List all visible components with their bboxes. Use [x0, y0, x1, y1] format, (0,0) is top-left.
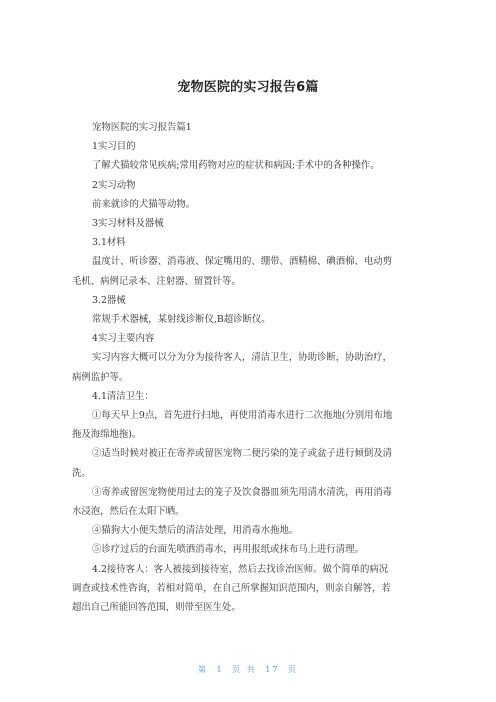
paragraph-line: ⑤诊疗过后的台面先喷洒消毒水，再用报纸或抹布马上进行清理。 — [92, 544, 364, 556]
paragraph-continuation-line: 超出自己所能回答范围，则带至医生处。 — [72, 602, 241, 614]
footer-middle: 页 共 — [232, 665, 257, 674]
paragraph-line: ③寄养或留医宠物使用过去的笼子及饮食器皿须先用清水清洗，再用消毒 — [92, 486, 393, 498]
document-body — [72, 118, 410, 617]
paragraph-continuation-line: 洗。 — [72, 467, 91, 479]
paragraph-line: ④猫狗大小便失禁后的清洁处理，用消毒水拖地。 — [92, 525, 299, 537]
paragraph-line: 1实习目的 — [92, 141, 136, 153]
paragraph-continuation-line: 病例监护等。 — [72, 371, 129, 383]
page-footer — [0, 664, 496, 675]
paragraph-line: 温度计、听诊器、消毒液、保定嘴用的、绷带、酒精棉、碘酒棉、电动剪 — [92, 256, 393, 268]
paragraph-line: 3.1材料 — [92, 237, 126, 249]
paragraph-line: 3.2器械 — [92, 294, 126, 306]
paragraph-line: 4.2接待客人：客人被接到接待室，然后去找诊治医师。做个简单的病况 — [92, 563, 389, 575]
paragraph-line: 前来就诊的犬猫等动物。 — [92, 198, 196, 210]
paragraph-line: 3实习材料及器械 — [92, 218, 164, 230]
paragraph-continuation-line: 调查或技术性咨询，若相对简单，在自己所掌握知识范围内，则亲自解答，若 — [72, 582, 391, 594]
paragraph-continuation-line: 毛机、病例记录本、注射器、留置针等。 — [72, 275, 241, 287]
paragraph-line: 宠物医院的实习报告篇1 — [92, 122, 192, 133]
document-title: 宠物医院的实习报告6篇 — [177, 80, 319, 95]
paragraph-line: ①每天早上9点，首先进行扫地，再使用消毒水进行二次拖地(分别用布地 — [92, 410, 393, 422]
paragraph-line: 常规手术器械，某射线诊断仪,B超诊断仪。 — [92, 314, 271, 326]
paragraph-line: ②适当时候对被正在寄养或留医宠物二便污染的笼子或盆子进行倾倒及清 — [92, 448, 393, 460]
paragraph-continuation-line: 水浸泡，然后在太阳下晒。 — [72, 506, 185, 518]
footer-total-pages: 17 — [265, 665, 280, 674]
paragraph-continuation-line: 拖及海绵地拖)。 — [72, 429, 142, 441]
footer-prefix: 第 — [197, 665, 208, 674]
footer-page-number: 1 — [216, 665, 224, 674]
paragraph-line: 实习内容大概可以分为分为接待客人，清洁卫生，协助诊断，协助治疗， — [92, 352, 393, 364]
footer-suffix: 页 — [288, 665, 298, 674]
paragraph-line: 4.1清洁卫生： — [92, 390, 154, 402]
paragraph-line: 了解犬猫较常见疾病;常用药物对应的症状和病因;手术中的各种操作。 — [92, 160, 380, 172]
paragraph-line: 4实习主要内容 — [92, 333, 155, 345]
paragraph-line: 2实习动物 — [92, 179, 136, 191]
